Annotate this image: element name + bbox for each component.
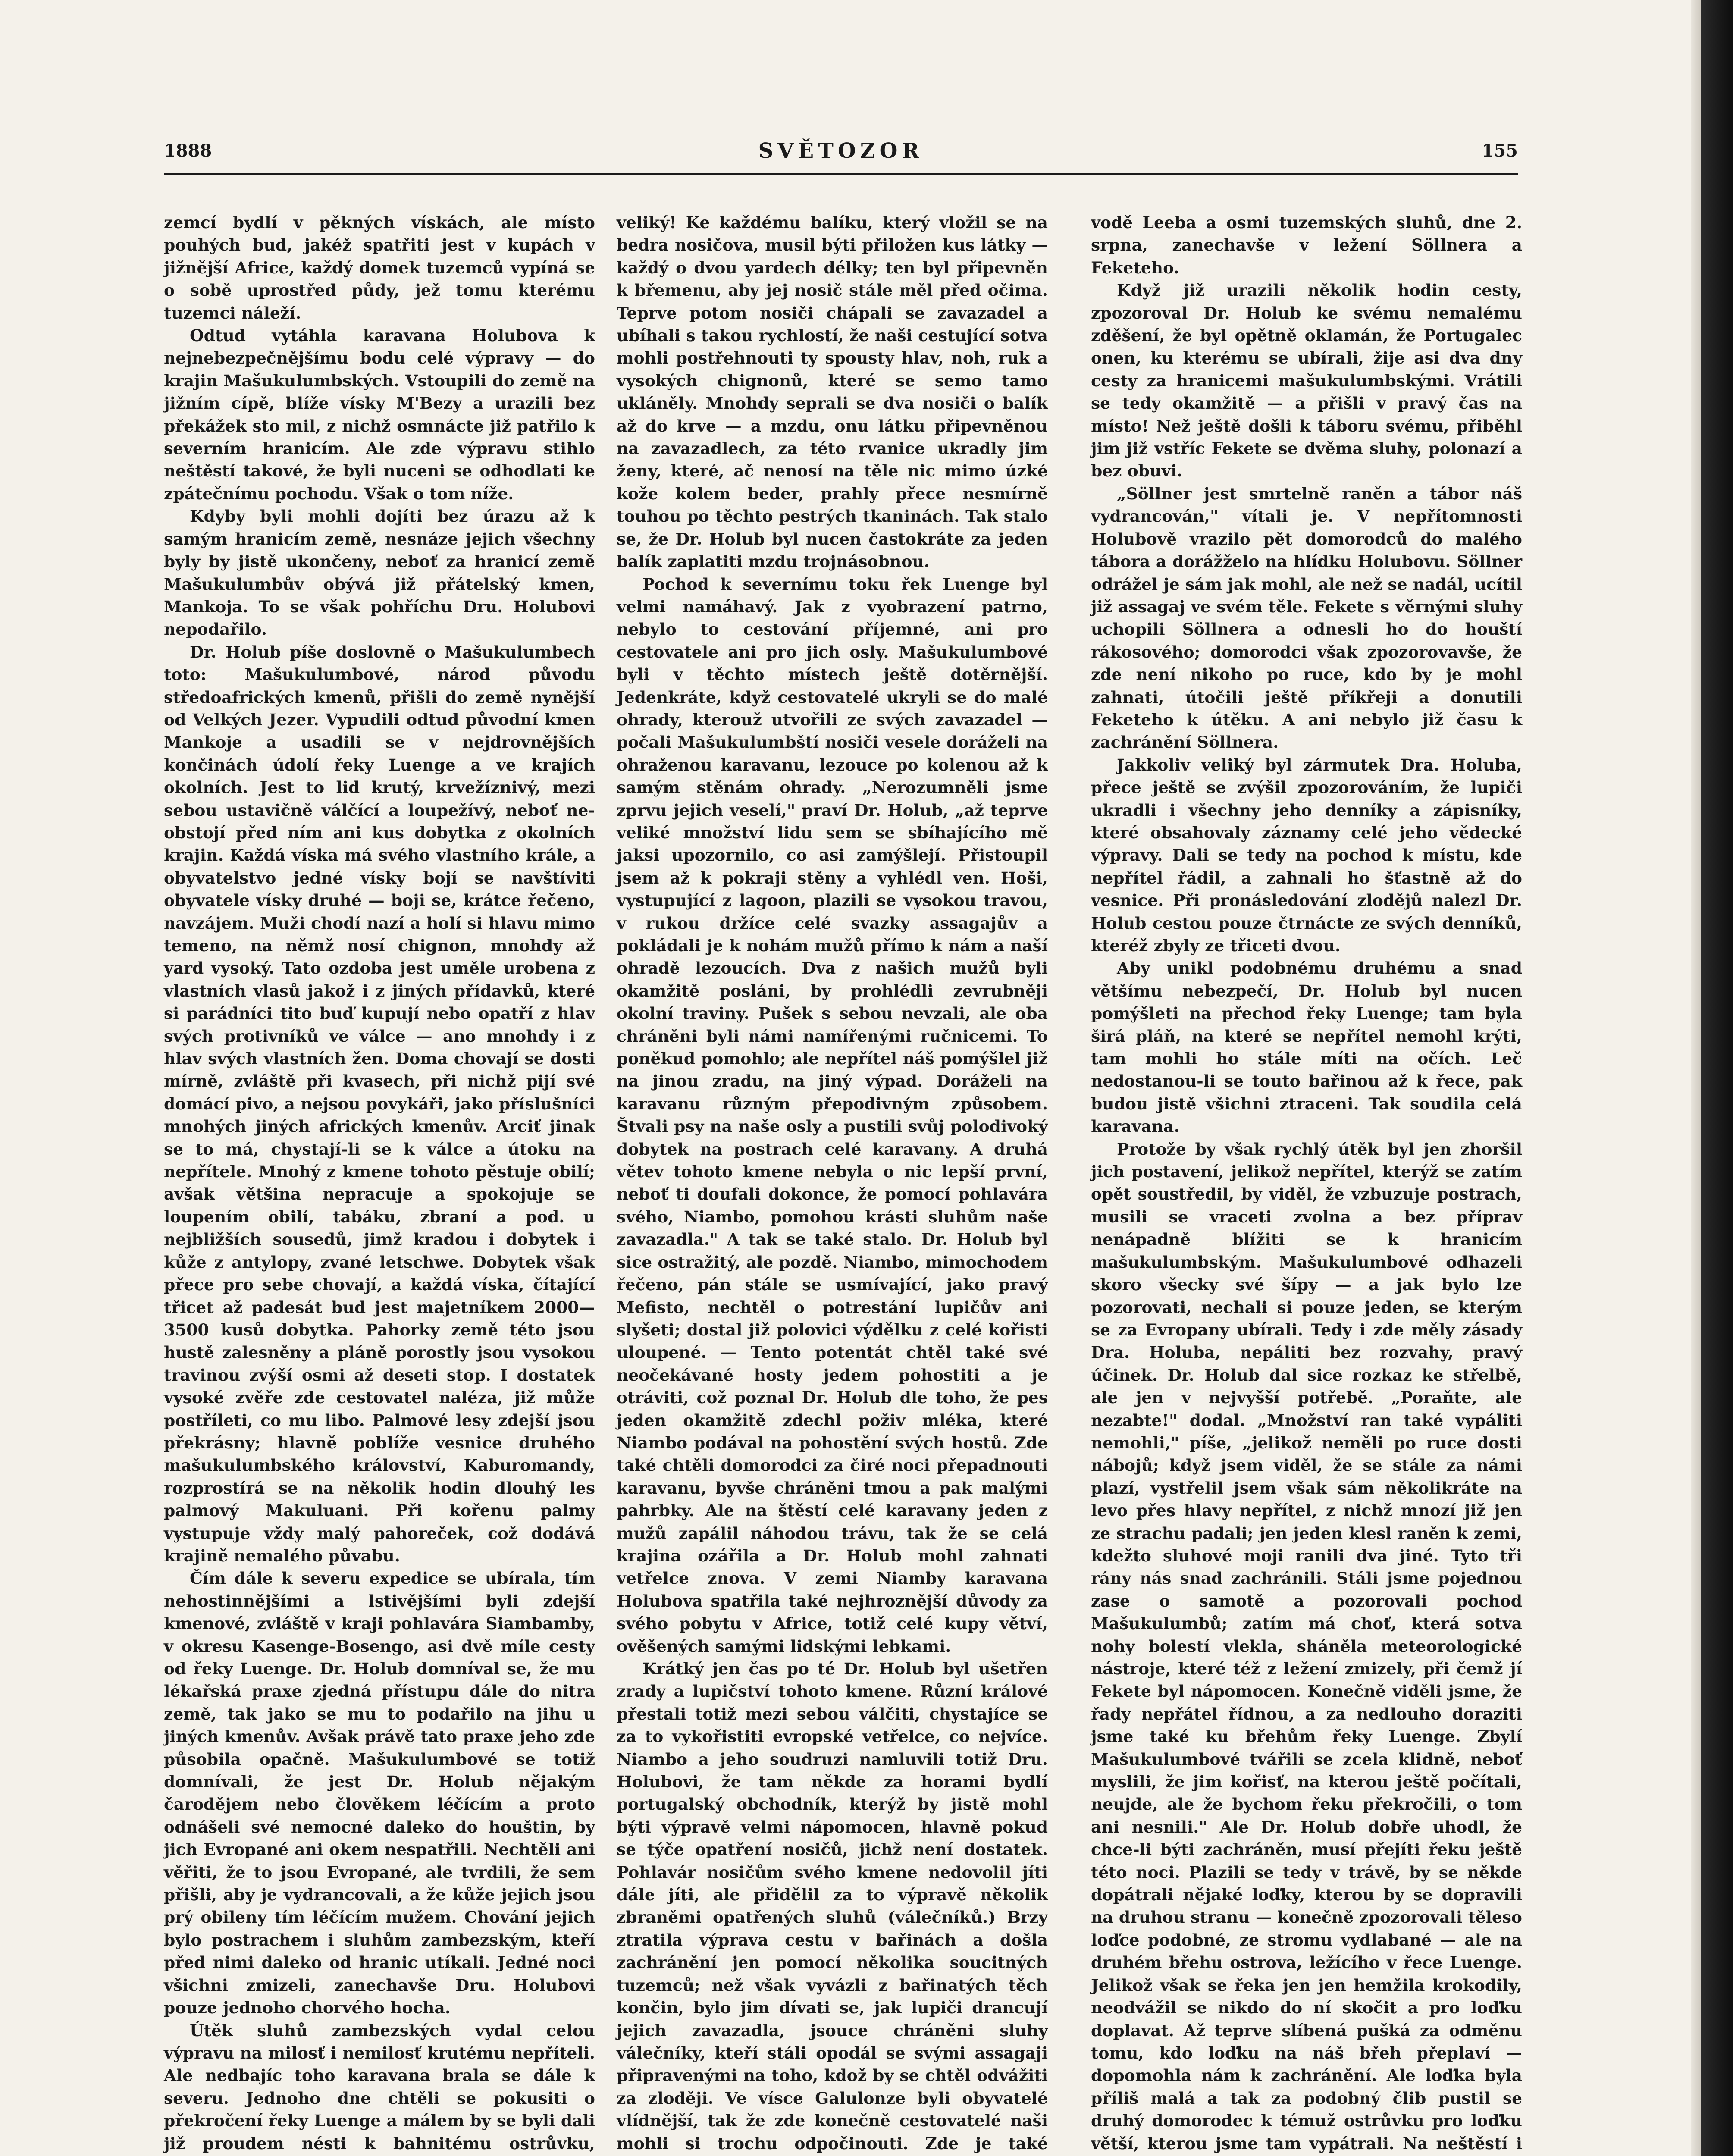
page-number: 155	[1482, 141, 1518, 161]
page-edge	[1691, 0, 1701, 2156]
text-column-2	[617, 211, 1048, 2156]
header-rule	[164, 173, 1518, 175]
paragraph: Útěk sluhů zambezských vydal celou výpravu na milosť i nemilosť krutému nepříteli. Ale nedbajíc toho karavana brala se dále k severu. Jednoho dne chtěli se pokusiti o překročení řeky Luenge a málem by se byli dali již proudem nésti k bahnitému ostrůvku,	[164, 2021, 595, 2153]
paragraph: vodě Leeba a osmi tuzemských sluhů, dne 2. srpna, zanechavše v ležení Söllnera a Feketeho.	[1091, 213, 1522, 277]
text-column-1	[164, 211, 595, 2156]
paragraph: Když již urazili několik hodin cesty, zpozoroval Dr. Holub ke svému nemalému zděšení, že byl opětně oklamán, že Portugalec onen, ku kterému se ubírali, žije asi dva dny cesty za hranicemi mašukulumbskými. Vrátili se tedy okamžitě — a přišli v pravý čas na místo! Než ještě došli k táboru svému, přiběhl jim již vstříc Fekete se dvěma sluhy, polonazí a bez obuvi.	[1091, 281, 1522, 481]
paragraph: zemcí bydlí v pěkných vískách, ale místo pouhých bud, jakéž spatřiti jest v kupách v jižnější Africe, každý domek tuzemců vypíná se o sobě uprostřed půdy, jež tomu kterému tuzemci náleží.	[164, 213, 595, 323]
paragraph: veliký! Ke každému balíku, který vložil se na bedra nosičova, musil býti přiložen kus látky — každý o dvou yardech délky; ten byl připevněn k břemenu, aby jej nosič stále měl před očima. Teprve potom nosiči chápali se zavazadel a ubíhali s takou rychlostí, že naši cestující sotva mohli postřehnouti ty spousty hlav, noh, ruk a vysokých chignonů, které se semo tamo ukláněly. Mnohdy seprali se dva nosiči o balík až do krve — a mzdu, onu látku připevněnou na zavazadlech, za této rvanice ukradly jim ženy, které, ač nenosí na těle nic mimo úzké kože kolem beder, prahly přece nesmírně touhou po těchto pestrých tkaninách. Tak stalo se, že Dr. Holub byl nucen častokráte za jeden balík zaplatiti mzdu trojnásobnou.	[617, 213, 1048, 571]
paragraph: Protože by však rychlý útěk byl jen zhoršil jich postavení, jelikož nepřítel, kterýž se zatím opět soustředil, by viděl, že vzbuzuje postrach, musili se vraceti zvolna a bez příprav nenápadně blížiti se k hranicím mašukulumbským. Mašukulumbové odhazeli skoro všecky své šípy — a jak bylo lze pozorovati, nechali si pouze jeden, se kterým se za Evropany ubírali. Tedy i zde měly zásady Dra. Holuba, nepáliti bez rozvahy, pravý účinek. Dr. Holub dal sice rozkaz ke střelbě, ale jen v nejvyšší potřebě. „Poraňte, ale nezabte!" dodal. „Množství ran také vypáliti nemohli," píše, „jelikož neměli po ruce dosti nábojů; když jsem viděl, že se stále za námi plazí, vystřelil jsem však sám několikráte na levo přes hlavy nepřítel, z nichž mnozí již jen ze strachu padali; jen jeden klesl raněn k zemi, kdežto sluhové moji ranili dva jiné. Tyto tři rány nás snad zachránili. Stáli jsme pojednou zase o samotě a pozorovali pochod Mašukulumbů; zatím má choť, která sotva nohy bolestí vlekla, sháněla meteorologické nástroje, které též z ležení zmizely, při čemž jí Fekete byl nápomocen. Konečně viděli jsme, že řady nepřátel řídnou, a za nedlouho doraziti jsme také ku břehům řeky Luenge. Zbylí Mašukulumbové tvářili se zcela klidně, neboť myslili, že jim kořisť, na kterou ještě počítali, neujde, ale že bychom řeku překročili, o tom ani nesnili." Ale Dr. Holub dobře uhodl, že chce-li býti zachráněn, musí přejíti řeku ještě této noci. Plazili se tedy v trávě, by se někde dopátrali nějaké loďky, kterou by se dopravili na druhou stranu — konečně zpozorovali těleso loďce podobné, ze stromu vydlabané — ale na druhém břehu ostrova, ležícího v řece Luenge. Jelikož však se řeka jen jen hemžila krokodily, neodvážil se nikdo do ní skočit a pro loďku doplavat. Až teprve slíbená pušká za odměnu tomu, kdo loďku na náš břeh přeplaví — dopomohla nám k zachránění. Ale loďka byla příliš malá a tak za podobný člib pustil se druhý domorodec k témuž ostrůvku pro loďku větší, kterou jsme tam vypátrali. Na neštěstí i	[1091, 1139, 1522, 2153]
paragraph: „Söllner jest smrtelně raněn a tábor náš vydrancován," vítali je. V nepřítomnosti Holubově vrazilo pět domorodců do malého tábora a dorážželo na hlídku Holubovu. Söllner odrážel je sám jak mohl, ale než se nadál, ucítil již assagaj ve svém těle. Fekete s věrnými sluhy uchopili Söllnera a odnesli ho do houští rákosového; domorodci však zpozorovavše, že zde není nikoho po ruce, kdo by je mohl zahnati, útočili ještě příkřeji a donutili Feketeho k útěku. A ani nebylo již času k zachránění Söllnera.	[1091, 484, 1522, 752]
publication-year: 1888	[164, 141, 212, 161]
running-title: SVĚTOZOR	[758, 139, 924, 163]
paragraph: Krátký jen čas po té Dr. Holub byl ušetřen zrady a lupičství tohoto kmene. Různí králové přestali totiž mezi sebou válčiti, chystajíce se za to vykořistiti evropské vetřelce, co nejvíce. Niambo a jeho soudruzi namluvili totiž Dru. Holubovi, že tam někde za horami bydlí portugalský obchodník, kterýž by jistě mohl býti výpravě velmi nápomocen, hlavně pokud se týče opatření nosičů, jichž není dostatek. Pohlavár nosičům svého kmene nedovolil jíti dále jíti, ale přidělil za to výpravě několik zbraněmi opatřených sluhů (válečníků.) Brzy ztratila výprava cestu v bařinách a došla zachránění jen pomocí několika soucitných tuzemců; než však vyvázli z bařinatých těch končin, bylo jim dívati se, jak lupiči drancují jejich zavazadla, jsouce chráněni sluhy válečníky, kteří stáli opodál se svými assagaji připravenými na toho, kdož by se chtěl odvážiti za zloději. Ve vísce Galulonze byli obyvatelé vlídnější, tak že zde konečně cestovatelé naši mohli si trochu odpočinouti. Zde je také	[617, 1659, 1048, 2153]
paragraph: Dr. Holub píše doslovně o Mašukulumbech toto: Mašukulumbové, národ původu středoafrických kmenů, přišli do země nynější od Velkých Jezer. Vypudili odtud původní kmen Mankoje a usadili se v nejdrovnějších končinách údolí řeky Luenge a ve krajích okolních. Jest to lid krutý, krvežíznivý, mezi sebou ustavičně válčící a loupežívý, neboť ne-obstojí před ním ani kus dobytka z okolních krajin. Každá víska má svého vlastního krále, a obyvatelstvo jedné vísky bojí se navštíviti obyvatele vísky druhé — boji se, krátce řečeno, navzájem. Muži chodí nazí a holí si hlavu mimo temeno, na němž nosí chignon, mnohdy až yard vysoký. Tato ozdoba jest uměle urobena z vlastních vlasů jakož i z jiných přídavků, které si parádníci tito buď kupují nebo opatří z hlav svých protivníků ve válce — ano mnohdy i z hlav svých vlastních žen. Doma chovají se dosti mírně, zvláště při kvasech, při nichž pijí své domácí pivo, a nejsou povykáři, jako příslušníci mnohých jiných afrických kmenův. Arciť jinak se to má, chystají-li se k válce a útoku na nepřítele. Mnohý z kmene tohoto pěstuje obilí; avšak většina nepracuje a spokojuje se loupením obilí, tabáku, zbraní a pod. u nejbližších sousedů, jimž kradou i dobytek i kůže z antylopy, zvané letschwe. Dobytek však přece pro sebe chovají, a každá víska, čítající třicet až padesát bud jest majetníkem 2000—3500 kusů dobytka. Pahorky země této jsou hustě zalesněny a pláně porostly jsou vysokou travinou zvýší osmi až deseti stop. I dostatek vysoké zvěře zde cestovatel naléza, již může postříleti, co mu libo. Palmové lesy zdejší jsou překrásny; hlavně poblíže vesnice druhého mašukulumbského království, Kaburomandy, rozprostírá se na několik hodin dlouhý les palmový Makuluani. Při kořenu palmy vystupuje vždy malý pahoreček, což dodává krajině nemalého půvabu.	[164, 642, 595, 1565]
paragraph: Kdyby byli mohli dojíti bez úrazu až k samým hranicím země, nesnáze jejich všechny byly by jistě ukončeny, neboť za hranicí země Mašukulumbův obývá již přátelský kmen, Mankoja. To se však pohříchu Dru. Holubovi nepodařilo.	[164, 507, 595, 639]
paragraph: Čím dále k severu expedice se ubírala, tím nehostinnějšími a lstivějšími byli zdejší kmenové, zvláště v kraji pohlavára Siambamby, v okresu Kasenge-Bosengo, asi dvě míle cesty od řeky Luenge. Dr. Holub domníval se, že mu lékařská praxe zjedná přístupu dále do nitra země, tak jako se mu to podařilo na jihu u jiných kmenův. Avšak právě tato praxe jeho zde působila opačně. Mašukulumbové se totiž domnívali, že jest Dr. Holub nějakým čarodějem nebo člověkem léčícím a proto odnášeli své nemocné daleko do houštin, by jich Evropané ani okem nespatřili. Nechtěli ani věřiti, že to jsou Evropané, ale tvrdili, že sem přišli, aby je vydrancovali, a že kůže jejich jsou prý obileny tím léčícím mužem. Chování jejich bylo postrachem i sluhům zambezským, kteří před nimi daleko od hranic utíkali. Jedné noci všichni zmizeli, zanechavše Dru. Holubovi pouze jednoho chorvého hocha.	[164, 1569, 595, 2018]
paragraph: Pochod k severnímu toku řek Luenge byl velmi namáhavý. Jak z vyobrazení patrno, nebylo to cestování příjemné, ani pro cestovatele ani pro jich osly. Mašukulumbové byli v těchto místech ještě dotěrnější. Jedenkráte, když cestovatelé ukryli se do malé ohrady, kterouž utvořili ze svých zavazadel — počali Mašukulumbští nosiči vesele doráželi na ohraženou karavanu, lezouce po kolenou až k samým stěnám ohrady. „Nerozumněli jsme zprvu jejich veselí," praví Dr. Holub, „až teprve veliké množství lidu sem se sbíhajícího mě jaksi upozornilo, co asi zamýšlejí. Přistoupil jsem až k pokraji stěny a vyhlédl ven. Hoši, vystupující z lagoon, plazili se vysokou travou, v rukou držíce celé svazky assagajův a pokládali je k nohám mužů přímo k nám a naší ohradě lezoucích. Dva z našich mužů byli okamžitě posláni, by prohlédli zevrubněji okolní traviny. Pušek s sebou nevzali, ale oba chráněni byli námi namířenými ručnicemi. To poněkud pomohlo; ale nepřítel náš pomýšlel již na jinou zradu, na jiný výpad. Doráželi na karavanu různým přepodivným způsobem. Štvali psy na naše osly a pustili svůj polodivoký dobytek na postrach celé karavany. A druhá větev tohoto kmene nebyla o nic lepší první, neboť ti doufali dokonce, že pomocí pohlavára svého, Niambo, pomohou krásti sluhům naše zavazadla." A tak se také stalo. Dr. Holub byl sice ostražitý, ale pozdě. Niambo, mimochodem řečeno, pán stále se usmívající, jako pravý Mefisto, nechtěl o potrestání lupičův ani slyšeti; dostal již polovici výdělku z celé kořisti uloupené. — Tento potentát chtěl také své neočekávané hosty jedem pohostiti a je otráviti, což poznal Dr. Holub dle toho, že pes jeden okamžitě zdechl poživ mléka, které Niambo podával na pohostění svých hostů. Zde také chtěli domorodci za čiré noci přepadnouti karavanu, byvše chráněni tmou a pak malými pahrbky. Ale na štěstí celé karavany jeden z mužů zapálil náhodou trávu, tak že se celá krajina ozářila a Dr. Holub mohl zahnati vetřelce znova. V zemi Niamby karavana Holubova spatřila také nejhroznější důvody za svého pobytu v Africe, totiž celé kupy větví, ověšených samými lidskými lebkami.	[617, 574, 1048, 1656]
book-binding	[1701, 0, 1733, 2156]
text-column-3	[1091, 211, 1522, 2156]
paragraph: Odtud vytáhla karavana Holubova k nejnebezpečnějšímu bodu celé výpravy — do krajin Mašukulumbských. Vstoupili do země na jižním cípě, blíže vísky M'Bezy a urazili bez překážek sto mil, z nichž osmnácte již patřilo k severním hranicím. Ale zde výpravu stihlo neštěstí takové, že byli nuceni se odhodlati ke zpátečnímu pochodu. Však o tom níže.	[164, 326, 595, 503]
paragraph: Jakkoliv veliký byl zármutek Dra. Holuba, přece ještě se zvýšil zpozorováním, že lupiči ukradli i všechny jeho denníky a zápisníky, které obsahovaly záznamy celé jeho vědecké výpravy. Dali se tedy na pochod k místu, kde nepřítel řádil, a zahnali ho šťastně až do vesnice. Při pronásledování zlodějů nalezl Dr. Holub cestou pouze čtrnácte ze svých denníků, kteréž zbyly ze třiceti dvou.	[1091, 755, 1522, 955]
page-header	[164, 137, 1518, 172]
paragraph: Aby unikl podobnému druhému a snad většímu nebezpečí, Dr. Holub byl nucen pomýšleti na přechod řeky Luenge; tam byla širá pláň, na které se nepřítel nemohl krýti, tam mohli ho stále míti na očích. Leč nedostanou-li se touto bařinou až k řece, pak budou jistě všichni ztraceni. Tak soudila celá karavana.	[1091, 959, 1522, 1136]
